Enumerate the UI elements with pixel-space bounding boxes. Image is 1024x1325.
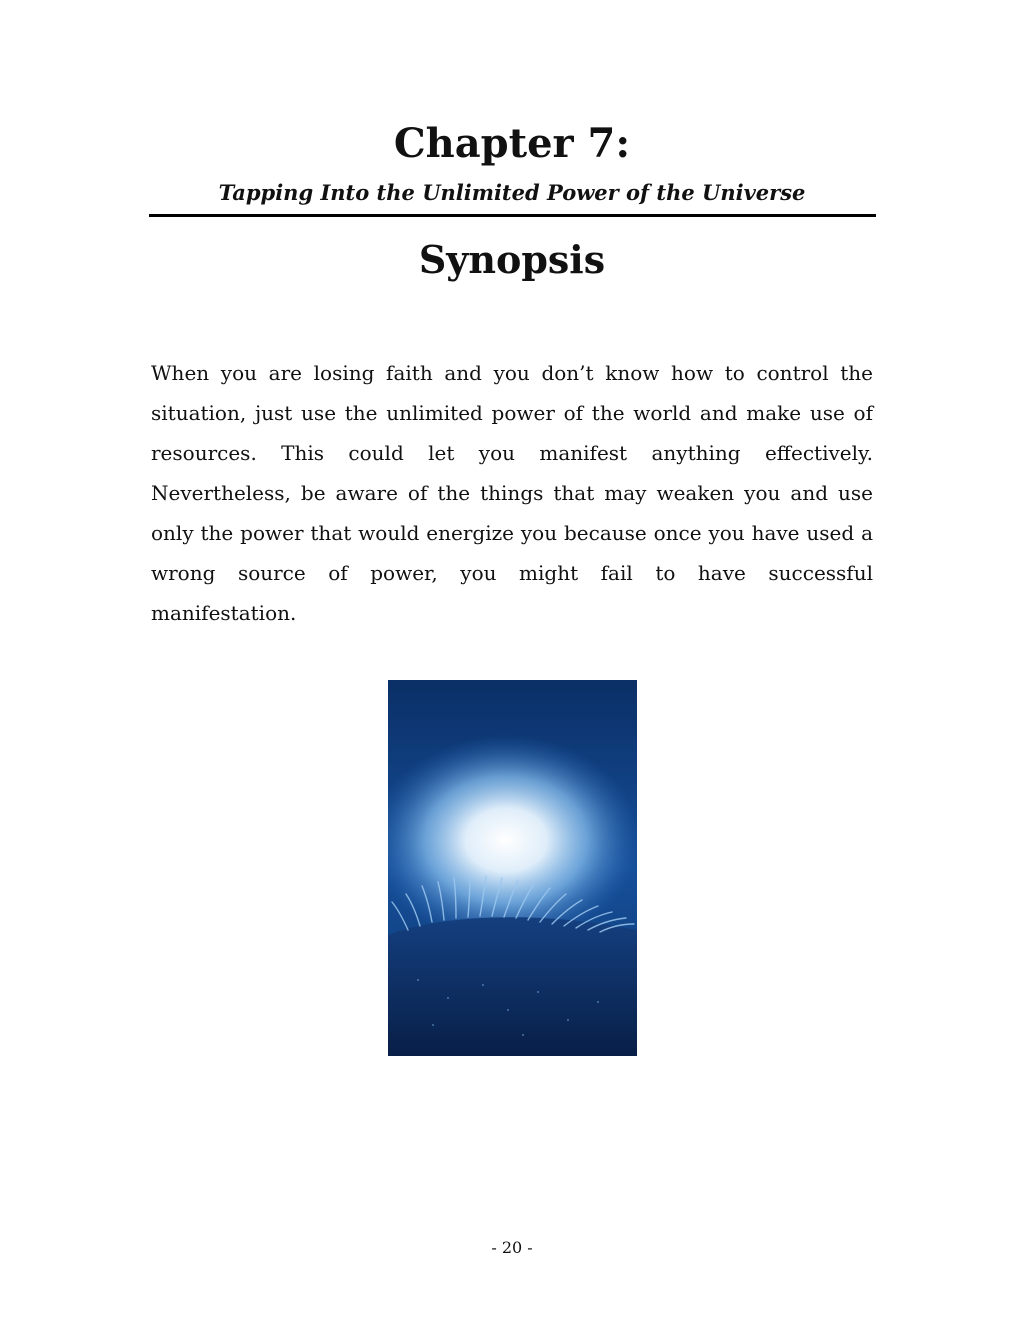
page-number: - 20 - (491, 1238, 533, 1257)
section-title: Synopsis (418, 237, 606, 282)
eye-glow-image (388, 680, 637, 1056)
chapter-title: Chapter 7: (393, 120, 631, 167)
title-divider (149, 214, 876, 217)
chapter-subtitle: Tapping Into the Unlimited Power of the Universe (218, 180, 806, 205)
eye-glow-illustration (388, 680, 637, 1056)
synopsis-paragraph: When you are losing faith and you don’t know how to control the situation, just use the unlimited power of the world and make use of resources. This could let you manifest anything effectively. Nevertheless, be aware of the things that may weaken you and use only the power that would energize you because once you have used a wrong source of power, you might fail to have successful manifestation. (151, 361, 873, 625)
